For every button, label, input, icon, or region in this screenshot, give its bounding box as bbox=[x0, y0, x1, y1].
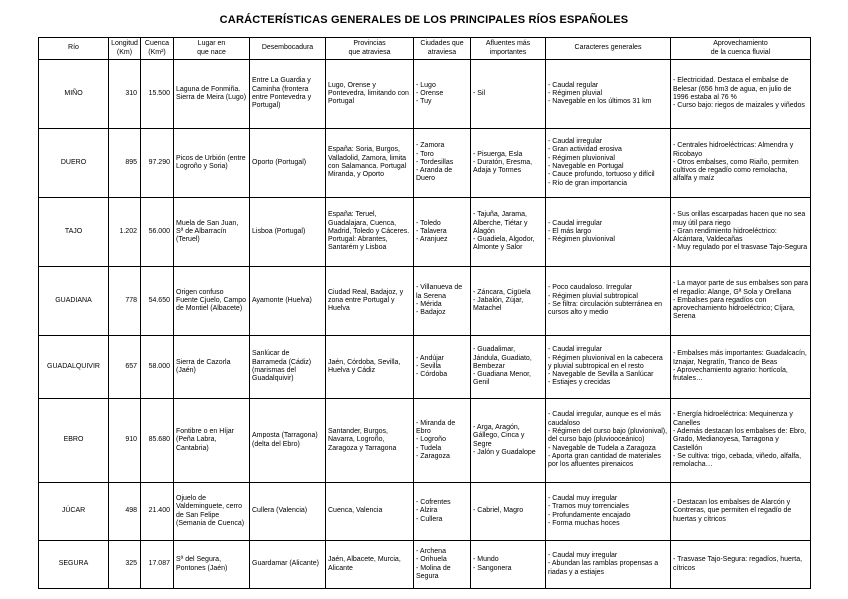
provinces-cell: Lugo, Orense y Pontevedra, limitando con Portugal bbox=[326, 60, 414, 129]
source-cell: Muela de San Juan, Sª de Albarracín (Teruel) bbox=[174, 198, 250, 267]
list-item: - Navegable de Sevilla a Sanlúcar bbox=[548, 371, 654, 379]
length-cell: 325 bbox=[109, 541, 141, 589]
list-item: - Tramos muy torrenciales bbox=[548, 503, 629, 511]
list-item: - Zaragoza bbox=[416, 452, 450, 460]
provinces-cell: Jaén, Albacete, Murcia, Alicante bbox=[326, 541, 414, 589]
usage-cell bbox=[671, 483, 811, 541]
list-item: - Záncara, Cigüela bbox=[473, 288, 531, 296]
list-item: - Sil bbox=[473, 89, 486, 97]
provinces-cell: España: Soria, Burgos, Valladolid, Zamora, limita con Salamanca. Portugal Miranda, y Oporto bbox=[326, 129, 414, 198]
tributaries-cell bbox=[471, 399, 546, 483]
list-item: - Duratón, Eresma, Adaja y Tormes bbox=[473, 158, 533, 175]
characteristics-cell bbox=[546, 60, 671, 129]
list-item: - Forma muchas hoces bbox=[548, 519, 620, 527]
list-item: - Abundan las ramblas propensas a riadas y a estiajes bbox=[548, 560, 659, 576]
tributaries-cell bbox=[471, 198, 546, 267]
river-name-cell: TAJO bbox=[39, 198, 109, 267]
list-item: - Centrales hidroeléctricas: Almendra y Ricobayo bbox=[673, 142, 794, 158]
list-item: - Córdoba bbox=[416, 371, 448, 379]
usage-cell bbox=[671, 541, 811, 589]
cities-cell bbox=[414, 60, 471, 129]
list-item: - Navegable en los últimos 31 km bbox=[548, 98, 652, 106]
list-item: - Gran actividad erosiva bbox=[548, 146, 622, 154]
col-cuenca-header: Cuenca (Km²) bbox=[141, 38, 174, 60]
characteristics-cell bbox=[546, 483, 671, 541]
col-longitud-header: Longitud (Km) bbox=[109, 38, 141, 60]
source-cell: Picos de Urbión (entre Logroño y Soria) bbox=[174, 129, 250, 198]
list-item: - Archena bbox=[416, 547, 446, 555]
list-item: - Caudal irregular bbox=[548, 219, 603, 227]
cities-cell bbox=[414, 198, 471, 267]
list-item: - Molina de Segura bbox=[416, 564, 451, 580]
usage-cell bbox=[671, 399, 811, 483]
length-cell: 310 bbox=[109, 60, 141, 129]
basin-cell: 17.087 bbox=[141, 541, 174, 589]
mouth-cell: Amposta (Tarragona) (delta del Ebro) bbox=[250, 399, 326, 483]
list-item: - Régimen del curso bajo (pluvionival), del curso bajo (pluviooceánico) bbox=[548, 428, 668, 444]
characteristics-cell bbox=[546, 336, 671, 399]
basin-cell: 58.000 bbox=[141, 336, 174, 399]
provinces-cell: Cuenca, Valencia bbox=[326, 483, 414, 541]
list-item: - Navegable en Portugal bbox=[548, 163, 624, 170]
list-item: - Muy regulado por el trasvase Tajo-Segura bbox=[673, 244, 808, 252]
list-item: - Cullera bbox=[416, 515, 443, 523]
list-item: - Alzira bbox=[416, 507, 438, 515]
list-item: - Orense bbox=[416, 89, 444, 97]
tributaries-cell bbox=[471, 129, 546, 198]
list-item: - Curso bajo: riegos de maizales y viñedos bbox=[673, 102, 805, 110]
list-item: - Toledo bbox=[416, 219, 441, 227]
list-item: - Pisuerga, Esla bbox=[473, 150, 523, 158]
table-row bbox=[39, 267, 811, 336]
source-cell: Sierra de Cazorla (Jaén) bbox=[174, 336, 250, 399]
source-cell: Fontibre o en Híjar (Peña Labra, Cantabria) bbox=[174, 399, 250, 483]
list-item: - Estiajes y crecidas bbox=[548, 379, 611, 387]
mouth-cell: Guardamar (Alicante) bbox=[250, 541, 326, 589]
table-row bbox=[39, 129, 811, 198]
mouth-cell: Entre La Guardia y Caminha (frontera entre Pontevedra y Portugal) bbox=[250, 60, 326, 129]
table-row bbox=[39, 399, 811, 483]
cities-cell bbox=[414, 399, 471, 483]
list-item: - Sangonera bbox=[473, 564, 512, 572]
characteristics-cell bbox=[546, 267, 671, 336]
list-item: - Talavera bbox=[416, 227, 447, 235]
list-item: - Embalses más importantes: Guadalcacín, Iznajar, Negratín, Tranco de Beas bbox=[673, 350, 807, 366]
list-item: - Profundamente encajado bbox=[548, 511, 631, 519]
provinces-cell: España: Teruel, Guadalajara, Cuenca, Madrid, Toledo y Cáceres. Portugal: Abrantes, Santarém y Lisboa bbox=[326, 198, 414, 267]
source-cell: Sª del Segura, Pontones (Jaén) bbox=[174, 541, 250, 589]
list-item: - Aranda de Duero bbox=[416, 167, 453, 183]
mouth-cell: Ayamonte (Huelva) bbox=[250, 267, 326, 336]
table-row bbox=[39, 483, 811, 541]
table-body bbox=[39, 60, 811, 589]
list-item: - Guadalimar, Jándula, Guadiato, Bembezar bbox=[473, 346, 532, 370]
usage-cell bbox=[671, 198, 811, 267]
list-item: - Navegable de Tudela a Zaragoza bbox=[548, 444, 656, 452]
source-cell: Origen confuso Fuente Cjuelo, Campo de Montiel (Albacete) bbox=[174, 267, 250, 336]
length-cell: 778 bbox=[109, 267, 141, 336]
list-item: - Lugo bbox=[416, 81, 436, 89]
river-name-cell: GUADIANA bbox=[39, 267, 109, 336]
characteristics-cell bbox=[546, 541, 671, 589]
river-name-cell: JÚCAR bbox=[39, 483, 109, 541]
river-name-cell: DUERO bbox=[39, 129, 109, 198]
list-item: - Caudal regular bbox=[548, 81, 599, 89]
list-item: - Zamora bbox=[416, 142, 445, 150]
col-aprovechamiento-header: Aprovechamiento de la cuenca fluvial bbox=[671, 38, 811, 60]
list-item: - Toro bbox=[416, 150, 434, 158]
list-item: - Se cultiva: trigo, cebada, viñedo, alfalfa, remolacha… bbox=[673, 452, 802, 469]
list-item: - Otros embalses, como Riaño, permiten cultivos de regadío como remolacha, alfalfa y maíz bbox=[673, 158, 799, 183]
list-item: - Jabalón, Zújar, Matachel bbox=[473, 296, 524, 313]
characteristics-cell bbox=[546, 399, 671, 483]
list-item: - Energía hidroeléctrica: Mequinenza y Canelles bbox=[673, 411, 793, 427]
list-item: - Trasvase Tajo-Segura: regadíos, huerta, cítricos bbox=[673, 556, 803, 572]
mouth-cell: Lisboa (Portugal) bbox=[250, 198, 326, 267]
col-provincias-header: Provincias que atraviesa bbox=[326, 38, 414, 60]
col-afluentes-header: Afluentes más importantes bbox=[471, 38, 546, 60]
characteristics-cell bbox=[546, 198, 671, 267]
cities-cell bbox=[414, 267, 471, 336]
cities-cell bbox=[414, 541, 471, 589]
list-item: - Logroño bbox=[416, 436, 446, 444]
list-item: - Guadiana Menor, Genil bbox=[473, 371, 531, 387]
list-item: - Sevilla bbox=[416, 362, 441, 370]
list-item: - Tordesillas bbox=[416, 158, 454, 166]
list-item: - Badajoz bbox=[416, 309, 446, 317]
cities-cell bbox=[414, 483, 471, 541]
list-item: - Orihuela bbox=[416, 556, 447, 564]
list-item: - Andújar bbox=[416, 354, 445, 362]
list-item: - Caudal irregular bbox=[548, 346, 603, 354]
river-name-cell: EBRO bbox=[39, 399, 109, 483]
list-item: - Régimen pluvionival bbox=[548, 154, 615, 162]
length-cell: 895 bbox=[109, 129, 141, 198]
length-cell: 498 bbox=[109, 483, 141, 541]
basin-cell: 56.000 bbox=[141, 198, 174, 267]
list-item: - Caudal irregular, aunque es el más caudaloso bbox=[548, 411, 661, 427]
basin-cell: 15.500 bbox=[141, 60, 174, 129]
length-cell: 1.202 bbox=[109, 198, 141, 267]
list-item: - La mayor parte de sus embalses son para el regadío: Alange, Gª Sola y Orellana bbox=[673, 280, 809, 296]
tributaries-cell bbox=[471, 541, 546, 589]
table-row bbox=[39, 541, 811, 589]
list-item: - Tudela bbox=[416, 444, 442, 452]
list-item: - Río de gran importancia bbox=[548, 179, 627, 187]
provinces-cell: Jaén, Córdoba, Sevilla, Huelva y Cádiz bbox=[326, 336, 414, 399]
col-nace-header: Lugar en que nace bbox=[174, 38, 250, 60]
list-item: - Se filtra: circulación subterránea en cursos alto y medio bbox=[548, 301, 662, 317]
list-item: - Régimen pluvionival en la cabecera y pluvial subtropical en el resto bbox=[548, 354, 663, 370]
length-cell: 910 bbox=[109, 399, 141, 483]
mouth-cell: Sanlúcar de Barrameda (Cádiz) (marismas del Guadalquivir) bbox=[250, 336, 326, 399]
characteristics-cell bbox=[546, 129, 671, 198]
mouth-cell: Cullera (Valencia) bbox=[250, 483, 326, 541]
provinces-cell: Ciudad Real, Badajoz, y zona entre Portugal y Huelva bbox=[326, 267, 414, 336]
list-item: - Cofrentes bbox=[416, 499, 451, 507]
list-item: - Aporta gran cantidad de materiales por los afluentes pirenaicos bbox=[548, 452, 661, 469]
list-item: - Cauce profundo, tortuoso y difícil bbox=[548, 171, 655, 179]
list-item: - Destacan los embalses de Alarcón y Contreras, que permiten el regadío de huertas y cítricos bbox=[673, 499, 792, 523]
basin-cell: 85.680 bbox=[141, 399, 174, 483]
basin-cell: 21.400 bbox=[141, 483, 174, 541]
list-item: - Embalses para regadíos con aprovechamiento hidroeléctrico; Cíjara, Serena bbox=[673, 296, 795, 321]
table-row bbox=[39, 336, 811, 399]
col-desembocadura-header: Desembocadura bbox=[250, 38, 326, 60]
mouth-cell: Oporto (Portugal) bbox=[250, 129, 326, 198]
river-name-cell: MIÑO bbox=[39, 60, 109, 129]
list-item: - Miranda de Ebro bbox=[416, 419, 456, 436]
col-rio-header: Río bbox=[39, 38, 109, 60]
list-item: - Tajuña, Jarama, Alberche, Tiétar y Alagón bbox=[473, 211, 528, 235]
list-item: - Régimen pluvionival bbox=[548, 236, 615, 244]
usage-cell bbox=[671, 60, 811, 129]
list-item: - Además destacan los embalses de: Ebro, Grado, Medianoyesa, Tarragona y Castellón bbox=[673, 428, 807, 452]
list-item: - Caudal irregular bbox=[548, 138, 603, 146]
usage-cell bbox=[671, 129, 811, 198]
basin-cell: 97.290 bbox=[141, 129, 174, 198]
list-item: - Electricidad. Destaca el embalse de Belesar (656 hm3 de agua, en julio de 1996 estaba al 76 % bbox=[673, 77, 792, 101]
list-item: - Tuy bbox=[416, 98, 432, 106]
rivers-table bbox=[38, 37, 811, 589]
river-name-cell: SEGURA bbox=[39, 541, 109, 589]
provinces-cell: Santander, Burgos, Navarra, Logroño, Zaragoza y Tarragona bbox=[326, 399, 414, 483]
list-item: - Caudal muy irregular bbox=[548, 552, 618, 560]
source-cell: Ojuelo de Valdeminguete, cerro de San Felipe (Semania de Cuenca) bbox=[174, 483, 250, 541]
table-row bbox=[39, 198, 811, 267]
col-caracteres-header: Caracteres generales bbox=[546, 38, 671, 60]
list-item: - Caudal muy irregular bbox=[548, 494, 618, 502]
col-ciudades-header: Ciudades que atraviesa bbox=[414, 38, 471, 60]
length-cell: 657 bbox=[109, 336, 141, 399]
tributaries-cell bbox=[471, 336, 546, 399]
source-cell: Laguna de Fonmiña. Sierra de Meira (Lugo) bbox=[174, 60, 250, 129]
list-item: - Cabriel, Magro bbox=[473, 507, 524, 515]
list-item: - Aranjuez bbox=[416, 236, 448, 244]
list-item: - Arga, Aragón, Gállego, Cinca y Segre bbox=[473, 423, 525, 448]
list-item: - Régimen pluvial bbox=[548, 89, 603, 97]
basin-cell: 54.650 bbox=[141, 267, 174, 336]
list-item: - Gran rendimiento hidroeléctrico: Alcántara, Valdecañas bbox=[673, 227, 777, 244]
table-row bbox=[39, 60, 811, 129]
usage-cell bbox=[671, 267, 811, 336]
list-item: - Jalón y Guadalope bbox=[473, 448, 536, 456]
tributaries-cell bbox=[471, 267, 546, 336]
header-row bbox=[39, 38, 811, 60]
list-item: - Aprovechamiento agrario: hortícola, frutales… bbox=[673, 367, 788, 383]
list-item: - Mundo bbox=[473, 556, 499, 564]
list-item: - Sus orillas escarpadas hacen que no sea muy útil para riego bbox=[673, 211, 806, 227]
list-item: - El más largo bbox=[548, 227, 592, 235]
list-item: - Régimen pluvial subtropical bbox=[548, 292, 638, 300]
list-item: - Mérida bbox=[416, 301, 442, 308]
tributaries-cell bbox=[471, 483, 546, 541]
list-item: - Guadiela, Algodor, Almonte y Salor bbox=[473, 236, 535, 252]
tributaries-cell bbox=[471, 60, 546, 129]
cities-cell bbox=[414, 129, 471, 198]
list-item: - Villanueva de la Serena bbox=[416, 284, 463, 300]
list-item: - Poco caudaloso. Irregular bbox=[548, 284, 633, 292]
river-name-cell: GUADALQUIVIR bbox=[39, 336, 109, 399]
usage-cell bbox=[671, 336, 811, 399]
document-title: CARÁCTERÍSTICAS GENERALES DE LOS PRINCIPALES RÍOS ESPAÑOLES bbox=[219, 14, 629, 26]
cities-cell bbox=[414, 336, 471, 399]
